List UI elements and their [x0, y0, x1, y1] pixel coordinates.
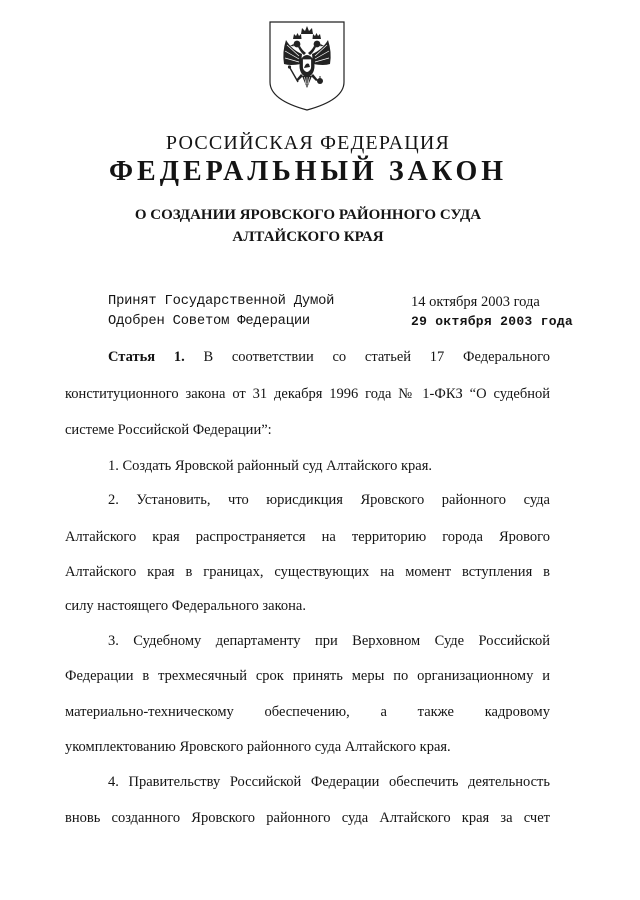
law-title-line-1: О СОЗДАНИИ ЯРОВСКОГО РАЙОННОГО СУДА [134, 207, 482, 223]
body-text-line: Алтайского края в границах, существующих на момент вступления в [65, 564, 550, 580]
council-approval-date: 29 октября 2003 года [411, 314, 574, 329]
duma-adoption-date: 14 октября 2003 года [411, 294, 540, 310]
paragraph-4-line: 4. Правительству Российской Федерации обеспечить деятельность [108, 774, 550, 790]
body-text-line: вновь созданного Яровского районного суда Алтайского края за счет [65, 810, 550, 826]
duma-adoption-label: Принят Государственной Думой [108, 294, 335, 309]
body-text-line: Алтайского края распространяется на территорию города Ярового [65, 529, 550, 545]
body-text-line: силу настоящего Федерального закона. [65, 598, 306, 614]
body-text-line: конституционного закона от 31 декабря 1996 года № 1-ФКЗ “О судебной [65, 386, 550, 402]
paragraph-1-line: 1. Создать Яровской районный суд Алтайского края. [108, 458, 433, 474]
body-text-line: материально-техническому обеспечению, а также кадровому [65, 704, 550, 720]
body-text-line: системе Российской Федерации”: [65, 422, 272, 438]
document-type-heading: ФЕДЕРАЛЬНЫЙ ЗАКОН [109, 156, 507, 187]
article-1-label: Статья 1. [108, 349, 185, 365]
paragraph-2-line: 2. Установить, что юрисдикция Яровского районного суда [108, 492, 550, 508]
paragraph-3-line: 3. Судебному департаменту при Верховном Суде Российской [108, 633, 550, 649]
country-heading: РОССИЙСКАЯ ФЕДЕРАЦИЯ [165, 132, 451, 154]
article-1-line [108, 348, 550, 366]
law-title-line-2: АЛТАЙСКОГО КРАЯ [232, 229, 384, 245]
body-text-line: Федерации в трехмесячный срок принять меры по организационному и [65, 668, 550, 684]
body-text-line: укомплектованию Яровского районного суда Алтайского края. [65, 739, 451, 755]
council-approval-label: Одобрен Советом Федерации [108, 314, 310, 329]
body-text-line: В соответствии со статьей 17 Федерального [203, 349, 551, 365]
russian-coat-of-arms-icon [268, 20, 346, 112]
coat-of-arms-emblem [268, 20, 346, 112]
